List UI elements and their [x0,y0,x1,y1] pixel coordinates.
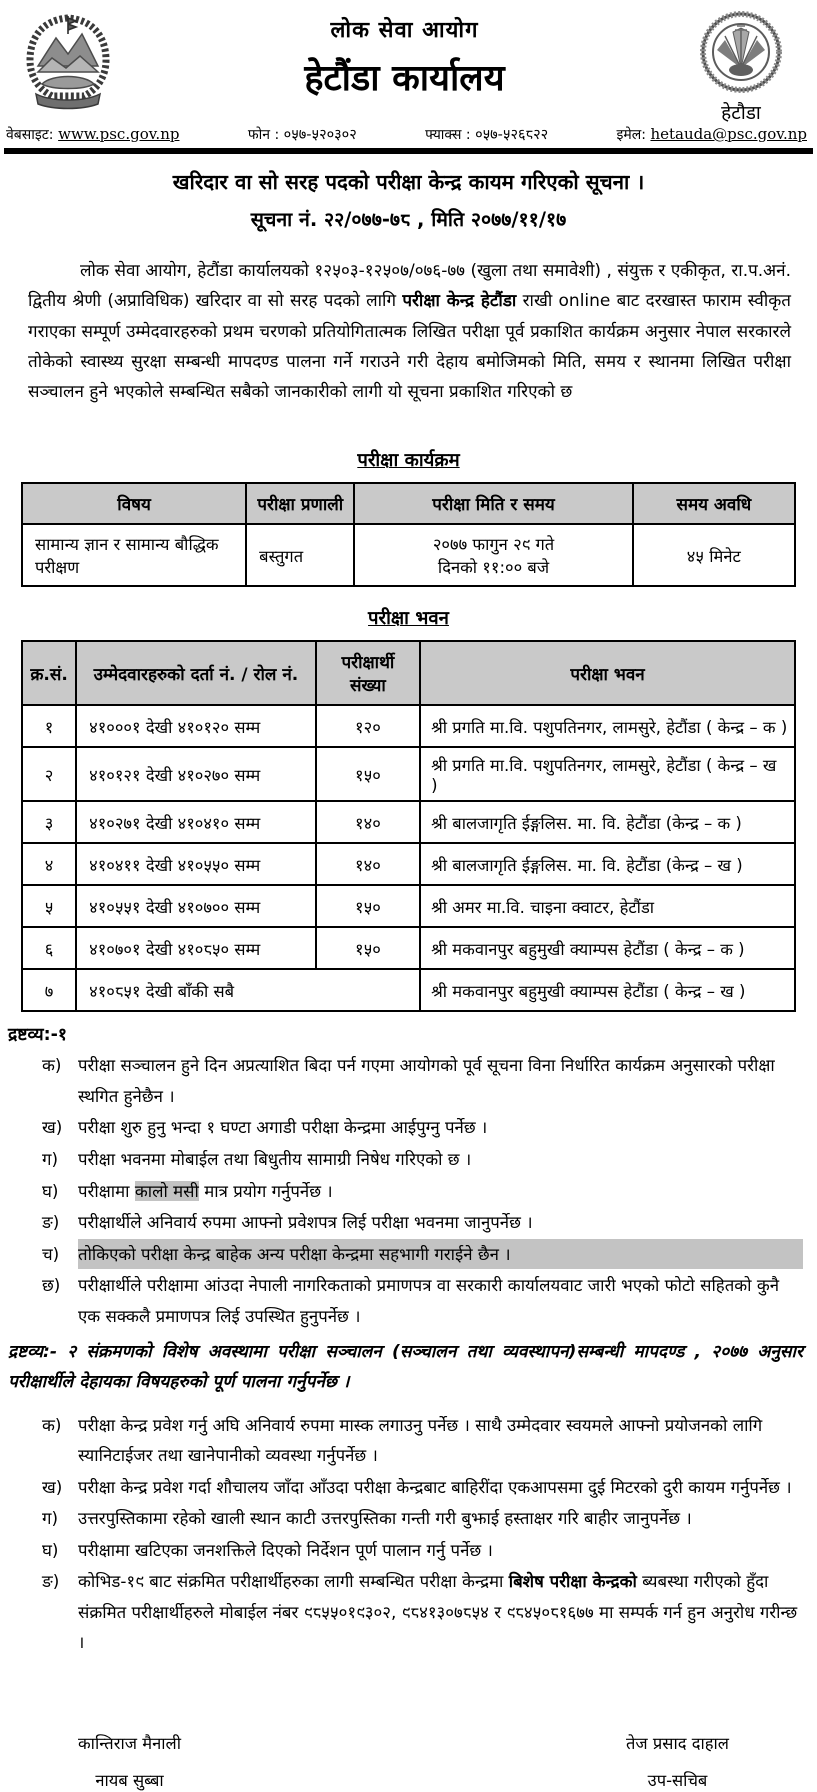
item-label: ङ) [42,1212,60,1233]
table-row [22,885,795,927]
schedule-data-row [22,524,795,586]
note2-heading: द्रष्टव्य:- २ संक्रमणको विशेष अवस्थामा परीक्षा सञ्चालन (सञ्चालन तथा व्यवस्थापन)सम्बन्धी मापदण्ड , २०७७ अनुसार परीक्षार्थीले देहायका विषयहरुको पूर्ण पालना गर्नुपर्नेछ । [8,1342,803,1393]
schedule-table-title: परीक्षा कार्यक्रम [357,450,460,472]
item-text-bold: बिशेष परीक्षा केन्द्रको [508,1571,637,1592]
phone-item [248,124,357,144]
intro-paragraph [28,256,791,407]
cell-range-merged: ४१०८५१ देखी बाँकी सबै [76,969,420,1011]
list-item [0,1239,817,1270]
table-row [22,927,795,969]
item-text-post: मात्र प्रयोग गर्नुपर्नेछ । [198,1180,333,1201]
item-label: च) [42,1243,60,1264]
item-label: घ) [42,1539,59,1560]
cell-sn: २ [22,747,76,801]
note1-heading: द्रष्टव्य:-१ [8,1025,68,1046]
item-text: परीक्षा सञ्चालन हुने दिन अप्रत्याशित बिदा पर्न गएमा आयोगको पूर्व सूचना विना निर्धारित कार्यक्रम अनुसारको परीक्षा स्थगित हुनेछैन । [78,1055,775,1106]
table-row [22,969,795,1011]
item-text: परीक्षा केन्द्र प्रवेश गर्दा शौचालय जाँदा आँउदा परीक्षा केन्द्रबाट बाहिरींदा एकआपसमा दुई मिटरको दुरी कायम गर्नुपर्नेछ । [78,1476,792,1497]
item-text: परीक्षामा खटिएका जनशक्तिले दिएको निर्देशन पूर्ण पालान गर्नु पर्नेछ । [78,1539,493,1560]
cell-count: १५० [316,885,420,927]
website-link[interactable]: www.psc.gov.np [58,125,180,143]
cell-system: बस्तुगत [246,524,354,586]
cell-venue: श्री प्रगति मा.वि. पशुपतिनगर, लामसुरे, हेटौंडा ( केन्द्र – ख ) [420,747,795,801]
office-name: हेटौंडा कार्यालय [304,58,505,99]
organization-name: लोक सेवा आयोग [330,18,479,43]
email-link[interactable]: hetauda@psc.gov.np [650,125,807,143]
schedule-header-row [22,483,795,524]
signatory-name: तेज प्रसाद दाहाल [626,1734,729,1753]
notice-number-date: सूचना नं. २२/०७७-७८ , मिति २०७७/११/१७ [250,208,567,231]
cell-range: ४१०१२१ देखी ४१०२७० सम्म [76,747,316,801]
phone-number: ०५७-५२०३०२ [283,127,357,143]
email-label: इमेल: [616,127,651,143]
nepal-govt-emblem-icon [20,10,116,114]
list-item [0,1270,817,1331]
email-item [617,125,807,144]
table-row [22,747,795,801]
centers-header-row [22,641,795,705]
table-row [22,801,795,843]
signature-left [78,1732,181,1792]
highlighted-item-text: तोकिएको परीक्षा केन्द्र बाहेक अन्य परीक्षा केन्द्रमा सहभागी गराईने छैन । [78,1239,803,1270]
list-item [0,1535,817,1566]
cell-sn: ६ [22,927,76,969]
note1-list [0,1050,817,1331]
cell-venue: श्री मकवानपुर बहुमुखी क्याम्पस हेटौंडा ( केन्द्र – ख ) [420,969,795,1011]
website-label: वेबसाइट: [6,127,54,143]
col-header-subject: विषय [22,483,246,524]
cell-sn: ५ [22,885,76,927]
item-label: ख) [42,1476,63,1497]
item-text-pre: परीक्षामा [78,1180,135,1201]
centers-table [21,640,796,1012]
item-text: उत्तरपुस्तिकामा रहेको खाली स्थान काटी उत्तरपुस्तिका गन्ती गरी बुझाई हस्ताक्षर गरि बाहीर जानुपर्नेछ । [78,1508,692,1529]
list-item [0,1144,817,1175]
list-item [0,1472,817,1503]
cell-subject: सामान्य ज्ञान र सामान्य बौद्धिक परीक्षण [22,524,246,586]
list-item [0,1207,817,1238]
signature-right [626,1732,729,1792]
cell-count: १५० [316,927,420,969]
contact-strip [0,124,817,146]
cell-duration: ४५ मिनेट [633,524,795,586]
exam-date: २०७७ फागुन २९ गते [432,535,555,555]
item-label: घ) [42,1180,59,1201]
list-item [0,1112,817,1143]
cell-sn: ७ [22,969,76,1011]
cell-range: ४१०५५१ देखी ४१०७०० सम्म [76,885,316,927]
list-item [0,1410,817,1471]
letterhead-titles [116,10,693,101]
col-header-count: परीक्षार्थी संख्या [316,641,420,705]
list-item [0,1503,817,1534]
centers-table-title: परीक्षा भवन [368,608,449,630]
col-header-system: परीक्षा प्रणाली [246,483,354,524]
item-text-pre: कोभिड-१९ बाट संक्रमित परीक्षार्थीहरुका लागी सम्बन्धित परीक्षा केन्द्रमा [78,1571,509,1592]
notice-title: खरिदार वा सो सरह पदको परीक्षा केन्द्र कायम गरिएको सूचना । [172,170,645,194]
fax-label: फ्याक्स : [425,127,476,143]
item-label: क) [42,1055,62,1076]
item-text: परीक्षा भवनमा मोबाईल तथा बिधुतीय सामाग्री निषेध गरिएको छ । [78,1148,472,1169]
cell-sn: १ [22,705,76,747]
col-header-duration: समय अवधि [633,483,795,524]
col-header-sn: क्र.सं. [22,641,76,705]
cell-range: ४१०२७१ देखी ४१०४१० सम्म [76,801,316,843]
item-label: ग) [42,1148,58,1169]
list-item [0,1176,817,1207]
note2-list [0,1410,817,1659]
header-divider [4,148,813,154]
table-row [22,705,795,747]
cell-count: १४० [316,843,420,885]
seal-caption: हेटौडा [721,102,761,124]
phone-label: फोन : [247,127,284,143]
cell-range: ४१०७०१ देखी ४१०८५० सम्म [76,927,316,969]
list-item [0,1050,817,1111]
item-text-post: ब्यबस्था गरीएको हुँदा संक्रमित परीक्षार्थीहरुले मोबाईल नंबर ९८५५०१९३०२, ९८४१३०७८५४ र ९८४५०८१६७७ मा सम्पर्क गर्न हुन अनुरोध गरीन्छ । [78,1571,798,1653]
cell-range: ४१०००१ देखी ४१०१२० सम्म [76,705,316,747]
cell-venue: श्री मकवानपुर बहुमुखी क्याम्पस हेटौंडा ( केन्द्र – क ) [420,927,795,969]
notice-title-block [0,168,817,232]
cell-count: १५० [316,747,420,801]
schedule-table [21,482,796,587]
item-label: ख) [42,1117,63,1138]
col-header-venue: परीक्षा भवन [420,641,795,705]
intro-text-1: लोक सेवा आयोग, हेटौंडा कार्यालयको १२५०३-१२५०७/०७६-७७ (खुला तथा समावेशी) , संयुक्त र एकीकृत, रा.प.अनं. द्वितीय श्रेणी (अप्राविधिक) खरिदार वा सो सरह पदको लागि [28,261,791,312]
item-label: क) [42,1414,62,1435]
cell-datetime [354,524,632,586]
item-text: परीक्षार्थीले अनिवार्य रुपमा आफ्नो प्रवेशपत्र लिई परीक्षा भवनमा जानुपर्नेछ । [78,1212,533,1233]
website-item [6,125,179,144]
intro-bold-center: परीक्षा केन्द्र हेटौंडा [402,291,517,312]
fax-number: ०५७-५२६८२२ [475,127,549,143]
cell-venue: श्री प्रगति मा.वि. पशुपतिनगर, लामसुरे, हेटौंडा ( केन्द्र – क ) [420,705,795,747]
item-text: परीक्षा केन्द्र प्रवेश गर्नु अघि अनिवार्य रुपमा मास्क लगाउनु पर्नेछ । साथै उम्मेदवार स्वयमले आफ्नो प्रयोजनको लागि स्यानिटाईजर तथा खानेपानीको व्यवस्था गर्नुपर्नेछ । [78,1414,763,1466]
cell-count: १२० [316,705,420,747]
cell-venue: श्री बालजागृति ईङ्गलिस. मा. वि. हेटौंडा (केन्द्र – ख ) [420,843,795,885]
item-text [78,1566,803,1658]
intro-text-2: राखी online बाट दरखास्त फाराम स्वीकृत गराएका सम्पूर्ण उम्मेदवारहरुको प्रथम चरणको प्रतियोगितात्मक लिखित परीक्षा पूर्व प्रकाशित कार्यक्रम अनुसार नेपाल सरकारले तोकेको स्वास्थ्य सुरक्षा सम्बन्धी मापदण्ड पालना गर्ने गराउने गरी देहाय बमोजिमको मिति, समय र स्थानमा लिखित परीक्षा सञ्चालन हुने भएकोले सम्बन्धित सबैको जानकारीको लागी यो सूचना प्रकाशित गरिएको छ [28,291,791,402]
item-label: ग) [42,1508,58,1529]
letterhead [0,6,817,124]
psc-seal-icon [693,10,789,125]
highlighted-phrase: कालो मसी [134,1180,199,1201]
cell-venue: श्री अमर मा.वि. चाइना क्वाटर, हेटौंडा [420,885,795,927]
exam-time: दिनको ११:०० बजे [437,558,550,578]
signature-block [0,1732,817,1792]
signatory-name: कान्तिराज मैनाली [78,1734,181,1753]
fax-item [425,124,548,144]
col-header-range: उम्मेदवारहरुको दर्ता नं. / रोल नं. [76,641,316,705]
cell-count: १४० [316,801,420,843]
item-text: परीक्षा शुरु हुनु भन्दा १ घण्टा अगाडी परीक्षा केन्द्रमा आईपुग्नु पर्नेछ । [78,1117,488,1138]
item-label: ङ) [42,1571,60,1592]
cell-range: ४१०४११ देखी ४१०५५० सम्म [76,843,316,885]
cell-sn: ३ [22,801,76,843]
item-label: छ) [42,1275,61,1296]
list-item [0,1566,817,1658]
signatory-title: नायब सुब्बा [95,1771,164,1791]
item-text [78,1176,803,1207]
col-header-datetime: परीक्षा मिति र समय [354,483,632,524]
cell-sn: ४ [22,843,76,885]
item-text: परीक्षार्थीले परीक्षामा आंउदा नेपाली नागरिकताको प्रमाणपत्र वा सरकारी कार्यालयवाट जारी भएको फोटो सहितको कुनै एक सक्कलै प्रमाणपत्र लिई उपस्थित हुनुपर्नेछ । [78,1275,780,1326]
table-row [22,843,795,885]
cell-venue: श्री बालजागृति ईङ्गलिस. मा. वि. हेटौंडा (केन्द्र – क ) [420,801,795,843]
signatory-title: उप-सचिब [647,1771,708,1791]
